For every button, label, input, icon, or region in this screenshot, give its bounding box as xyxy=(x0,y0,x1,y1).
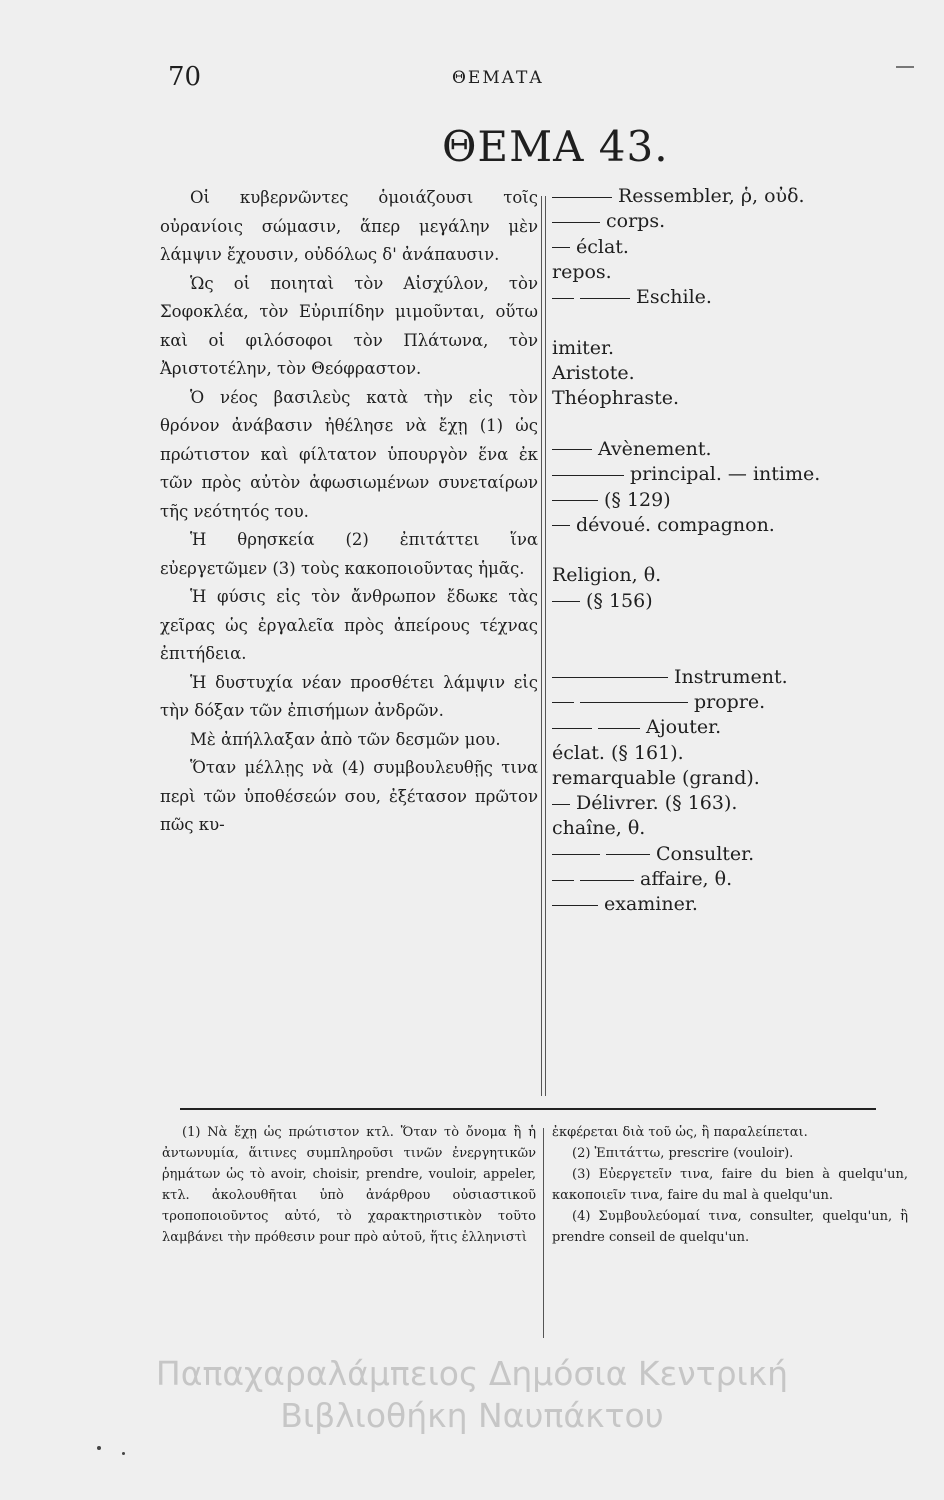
greek-text-column xyxy=(160,184,538,840)
vocab-line xyxy=(552,184,892,209)
vocab-word: Avènement. xyxy=(598,437,712,460)
vocab-line xyxy=(552,842,892,867)
vocab-word: Religion, θ. xyxy=(552,564,662,587)
vocab-word: remarquable (grand). xyxy=(552,766,760,789)
greek-paragraph: Μὲ ἀπήλλαξαν ἀπὸ τῶν δεσμῶν μου. xyxy=(190,729,501,749)
vocab-line xyxy=(552,235,892,260)
greek-paragraph: Οἱ κυβερνῶντες ὁμοιάζουσι τοῖς οὐρανίοις σώμασιν, ἅπερ μεγάλην μὲν λάμψιν ἔχουσιν, οὐδόλως δ' ἀνάπαυσιν. xyxy=(160,188,538,264)
column-divider xyxy=(541,196,542,1096)
greek-paragraph: Ἡ φύσις εἰς τὸν ἄνθρωπον ἔδωκε τὰς χεῖρας ὡς ἐργαλεῖα πρὸς ἀπείρους τέχνας ἐπιτήδεια. xyxy=(160,587,538,663)
blank-dash xyxy=(552,728,592,729)
vocab-line xyxy=(552,386,892,411)
vocab-line xyxy=(552,715,892,740)
vocab-word: chaîne, θ. xyxy=(552,817,646,840)
vocab-word: Eschile. xyxy=(636,286,712,309)
vocab-word: dévoué. compagnon. xyxy=(576,513,775,536)
vocab-line xyxy=(552,260,892,285)
blank-dash xyxy=(552,247,570,248)
footnote-text: (1) Νὰ ἔχῃ ὡς πρώτιστον κτλ. Ὅταν τὸ ὄνομα ἢ ἡ ἀντωνυμία, ἅιτινες συμπληροῦσι τινῶν ἐνεργητικῶν ῥημάτων ὡς τὸ avoir, choisir, prendre, vouloir, appeler, κτλ. ἀκολουθῆται ὑπὸ ἀνάρθρου οὐσιαστικοῦ τροποποιοῦντος αὐτό, τὸ χαρακτηριστικὸν τοῦτο λαμβάνει τὴν πρόθεσιν pour πρὸ αὐτοῦ, ἥτις ἑλληνιστὶ xyxy=(162,1125,536,1245)
vocab-word: éclat. (§ 161). xyxy=(552,741,684,764)
vocab-line xyxy=(552,513,892,538)
vocab-line xyxy=(552,412,892,437)
vocab-word: repos. xyxy=(552,260,612,283)
vocab-line xyxy=(552,336,892,361)
vocab-line xyxy=(552,361,892,386)
vocab-word: Délivrer. (§ 163). xyxy=(576,792,738,815)
vocab-line xyxy=(552,614,892,639)
blank-dash xyxy=(606,854,650,855)
vocab-line xyxy=(552,563,892,588)
greek-paragraph: Ἡ θρησκεία (2) ἐπιτάττει ἵνα εὐεργετῶμεν (3) τοὺς κακοποιοῦντας ἡμᾶς. xyxy=(160,530,538,578)
vocab-word: (§ 129) xyxy=(604,488,671,511)
blank-dash xyxy=(552,298,574,299)
footnotes-right xyxy=(552,1122,908,1248)
vocab-line xyxy=(552,766,892,791)
running-title: ΘΕΜΑΤΑ xyxy=(452,68,544,88)
vocab-word: corps. xyxy=(606,210,666,233)
greek-paragraph: Ὡς οἱ ποιηταὶ τὸν Αἰσχύλον, τὸν Σοφοκλέα, τὸν Εὐριπίδην μιμοῦνται, οὕτω καὶ οἱ φιλόσοφοι τὸν Πλάτωνα, τὸν Ἀριστοτέλην, τὸν Θεόφραστον. xyxy=(160,273,538,378)
greek-paragraph: Ἡ δυστυχία νέαν προσθέτει λάμψιν εἰς τὴν δόξαν τῶν ἐπισήμων ἀνδρῶν. xyxy=(160,672,538,720)
vocab-line xyxy=(552,892,892,917)
page-speck xyxy=(122,1452,125,1455)
vocab-word: Ressembler, ῥ, οὐδ. xyxy=(618,185,805,207)
vocab-line xyxy=(552,462,892,487)
blank-dash xyxy=(552,475,624,476)
vocab-word: Aristote. xyxy=(552,362,635,385)
footnote-text: (2) Ἐπιτάττω, prescrire (vouloir). xyxy=(572,1146,794,1161)
blank-dash xyxy=(552,449,592,450)
vocab-word: examiner. xyxy=(604,893,698,916)
vocab-word: imiter. xyxy=(552,336,615,359)
corner-mark xyxy=(896,66,914,68)
vocab-line xyxy=(552,285,892,310)
blank-dash xyxy=(552,677,668,678)
page-number: 70 xyxy=(168,62,202,92)
blank-dash xyxy=(580,880,634,881)
blank-dash xyxy=(552,854,600,855)
blank-dash xyxy=(552,880,574,881)
footnote-rule xyxy=(180,1108,876,1110)
vocab-word: (§ 156) xyxy=(586,589,653,612)
vocab-line xyxy=(552,791,892,816)
vocab-word: Théophraste. xyxy=(552,387,680,410)
blank-dash xyxy=(580,702,688,703)
greek-paragraph: Ὁ νέος βασιλεὺς κατὰ τὴν εἰς τὸν θρόνον ἀνάβασιν ἠθέλησε νὰ ἔχῃ (1) ὡς πρώτιστον καὶ φίλτατον ὑπουργὸν ἕνα ἐκ τῶν πρὸς αὐτὸν ἀφωσιωμένων συνεταίρων τῆς νεότητός του. xyxy=(160,387,538,521)
blank-dash xyxy=(552,702,574,703)
vocab-line xyxy=(552,639,892,664)
vocab-word: Instrument. xyxy=(674,665,788,688)
blank-dash xyxy=(552,804,570,805)
french-vocabulary-column xyxy=(552,184,892,918)
library-watermark: Βιβλιοθήκη Ναυπάκτου xyxy=(280,1396,664,1435)
blank-dash xyxy=(552,525,570,526)
vocab-line xyxy=(552,538,892,563)
page-speck xyxy=(97,1446,101,1450)
vocab-word: éclat. xyxy=(576,235,629,258)
column-divider xyxy=(545,196,546,1096)
vocab-line xyxy=(552,437,892,462)
blank-dash xyxy=(580,298,630,299)
footnote-text: ἐκφέρεται διὰ τοῦ ὡς, ἢ παραλείπεται. xyxy=(552,1125,808,1140)
vocab-word: principal. — intime. xyxy=(630,463,821,486)
vocab-line xyxy=(552,741,892,766)
vocab-line xyxy=(552,665,892,690)
vocab-word: Ajouter. xyxy=(646,716,722,739)
vocab-word: propre. xyxy=(694,690,766,713)
blank-dash xyxy=(598,728,640,729)
blank-dash xyxy=(552,500,598,501)
vocab-line xyxy=(552,209,892,234)
vocab-word: affaire, θ. xyxy=(640,868,733,891)
vocab-line xyxy=(552,488,892,513)
blank-dash xyxy=(552,197,612,198)
library-watermark: Παπαχαραλάμπειος Δημόσια Κεντρική xyxy=(155,1354,789,1393)
greek-paragraph: Ὅταν μέλλῃς νὰ (4) συμβουλευθῇς τινα περὶ τῶν ὑποθέσεών σου, ἐξέτασον πρῶτον πῶς κυ- xyxy=(160,758,538,834)
vocab-line xyxy=(552,816,892,841)
footnote-text: (3) Εὐεργετεῖν τινα, faire du bien à quelqu'un, κακοποιεῖν τινα, faire du mal à quelqu'un. xyxy=(552,1167,908,1203)
blank-dash xyxy=(552,222,600,223)
theme-title: ΘΕΜΑ 43. xyxy=(442,122,669,171)
vocab-line xyxy=(552,310,892,335)
vocab-word: Consulter. xyxy=(656,842,755,865)
footnote-divider xyxy=(543,1128,544,1338)
vocab-line xyxy=(552,589,892,614)
vocab-line xyxy=(552,690,892,715)
footnote-text: (4) Συμβουλεύομαί τινα, consulter, quelqu'un, ἢ prendre conseil de quelqu'un. xyxy=(552,1209,908,1245)
blank-dash xyxy=(552,905,598,906)
vocab-line xyxy=(552,867,892,892)
blank-dash xyxy=(552,601,580,602)
footnotes-left xyxy=(162,1122,536,1248)
